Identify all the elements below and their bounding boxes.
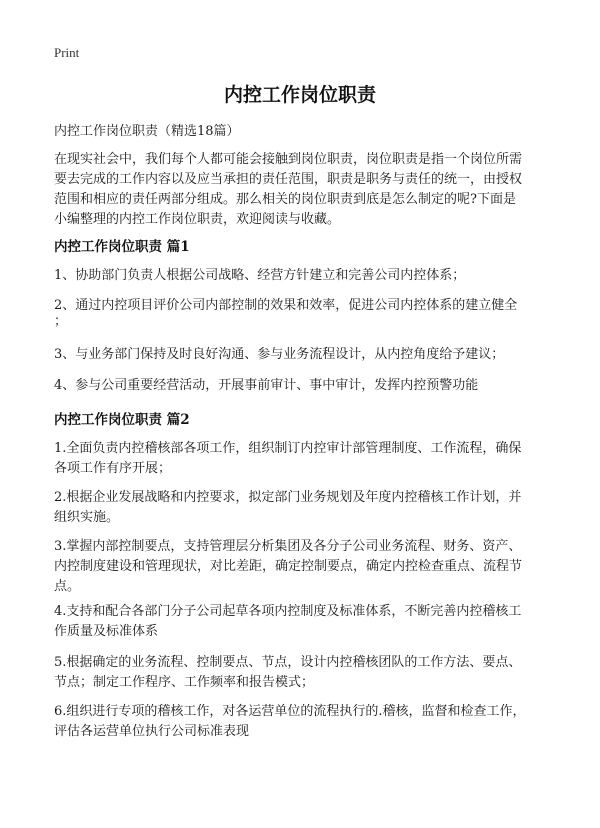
item-line: 3、与业务部门保持及时良好沟通、参与业务流程设计，从内控角度给予建议； xyxy=(54,347,505,362)
item-line: 6.组织进行专项的稽核工作，对各运营单位的流程执行的.稽核，监督和检查工作， xyxy=(54,704,526,719)
item-line: 4、参与公司重要经营活动，开展事前审计、事中审计，发挥内控预警功能 xyxy=(54,378,479,393)
item-line: 作质量及标准体系 xyxy=(54,624,159,639)
item-line: 1.全面负责内控稽核部各项工作，组织制订内控审计部管理制度、工作流程，确保 xyxy=(54,441,522,456)
item-line: 2.根据企业发展战略和内控要求，拟定部门业务规划及年度内控稽核工作计划，并 xyxy=(54,490,522,505)
item-line: 1、协助部门负责人根据公司战略、经营方针建立和完善公司内控体系； xyxy=(54,268,466,283)
item-line: 4.支持和配合各部门分子公司起草各项内控制度及标准体系，不断完善内控稽核工 xyxy=(54,604,522,619)
item-line: 评估各运营单位执行公司标准表现 xyxy=(54,724,250,739)
item-line: 组织实施。 xyxy=(54,510,120,525)
section-1-item xyxy=(54,345,554,365)
document-subtitle: 内控工作岗位职责（精选18篇） xyxy=(54,124,240,139)
section-1-item xyxy=(54,296,554,332)
item-line: 节点；制定工作程序、工作频率和报告模式； xyxy=(54,675,315,690)
item-line: 各项工作有序开展； xyxy=(54,461,172,476)
item-line: ； xyxy=(54,314,68,329)
intro-line: 范围和相应的责任两部分组成。那么相关的岗位职责到底是怎么制定的呢?下面是 xyxy=(54,192,516,207)
item-line: 3.掌握内部控制要点，支持管理层分析集团及各分子公司业务流程、财务、资产、 xyxy=(54,539,522,554)
print-label[interactable]: Print xyxy=(54,45,80,60)
item-line: 2、通过内控项目评价公司内部控制的效果和效率，促进公司内控体系的建立健全 xyxy=(54,298,518,313)
intro-line: 要去完成的工作内容以及应当承担的责任范围，职责是职务与责任的统一，由授权 xyxy=(54,172,523,187)
item-line: 点。 xyxy=(54,579,81,594)
intro-line: 小编整理的内控工作岗位职责，欢迎阅读与收藏。 xyxy=(54,212,341,227)
intro-paragraph xyxy=(54,150,554,230)
section-2-heading: 内控工作岗位职责 篇2 xyxy=(54,412,190,428)
section-2-item xyxy=(54,439,554,479)
section-2-item xyxy=(54,488,554,528)
section-1-item xyxy=(54,266,554,286)
section-2-item xyxy=(54,702,554,742)
item-line: 内控制度建设和管理现状，对比差距，确定控制要点，确定内控检查重点、流程节 xyxy=(54,559,523,574)
page-title: 内控工作岗位职责 xyxy=(223,84,376,106)
item-line: 5.根据确定的业务流程、控制要点、节点，设计内控稽核团队的工作方法、要点、 xyxy=(54,655,522,670)
section-2-item xyxy=(54,602,554,642)
intro-line: 在现实社会中，我们每个人都可能会接触到岗位职责，岗位职责是指一个岗位所需 xyxy=(54,152,523,167)
section-2-item xyxy=(54,537,554,597)
section-2-item xyxy=(54,653,554,693)
section-1-item xyxy=(54,376,554,396)
section-1-heading: 内控工作岗位职责 篇1 xyxy=(54,239,190,255)
